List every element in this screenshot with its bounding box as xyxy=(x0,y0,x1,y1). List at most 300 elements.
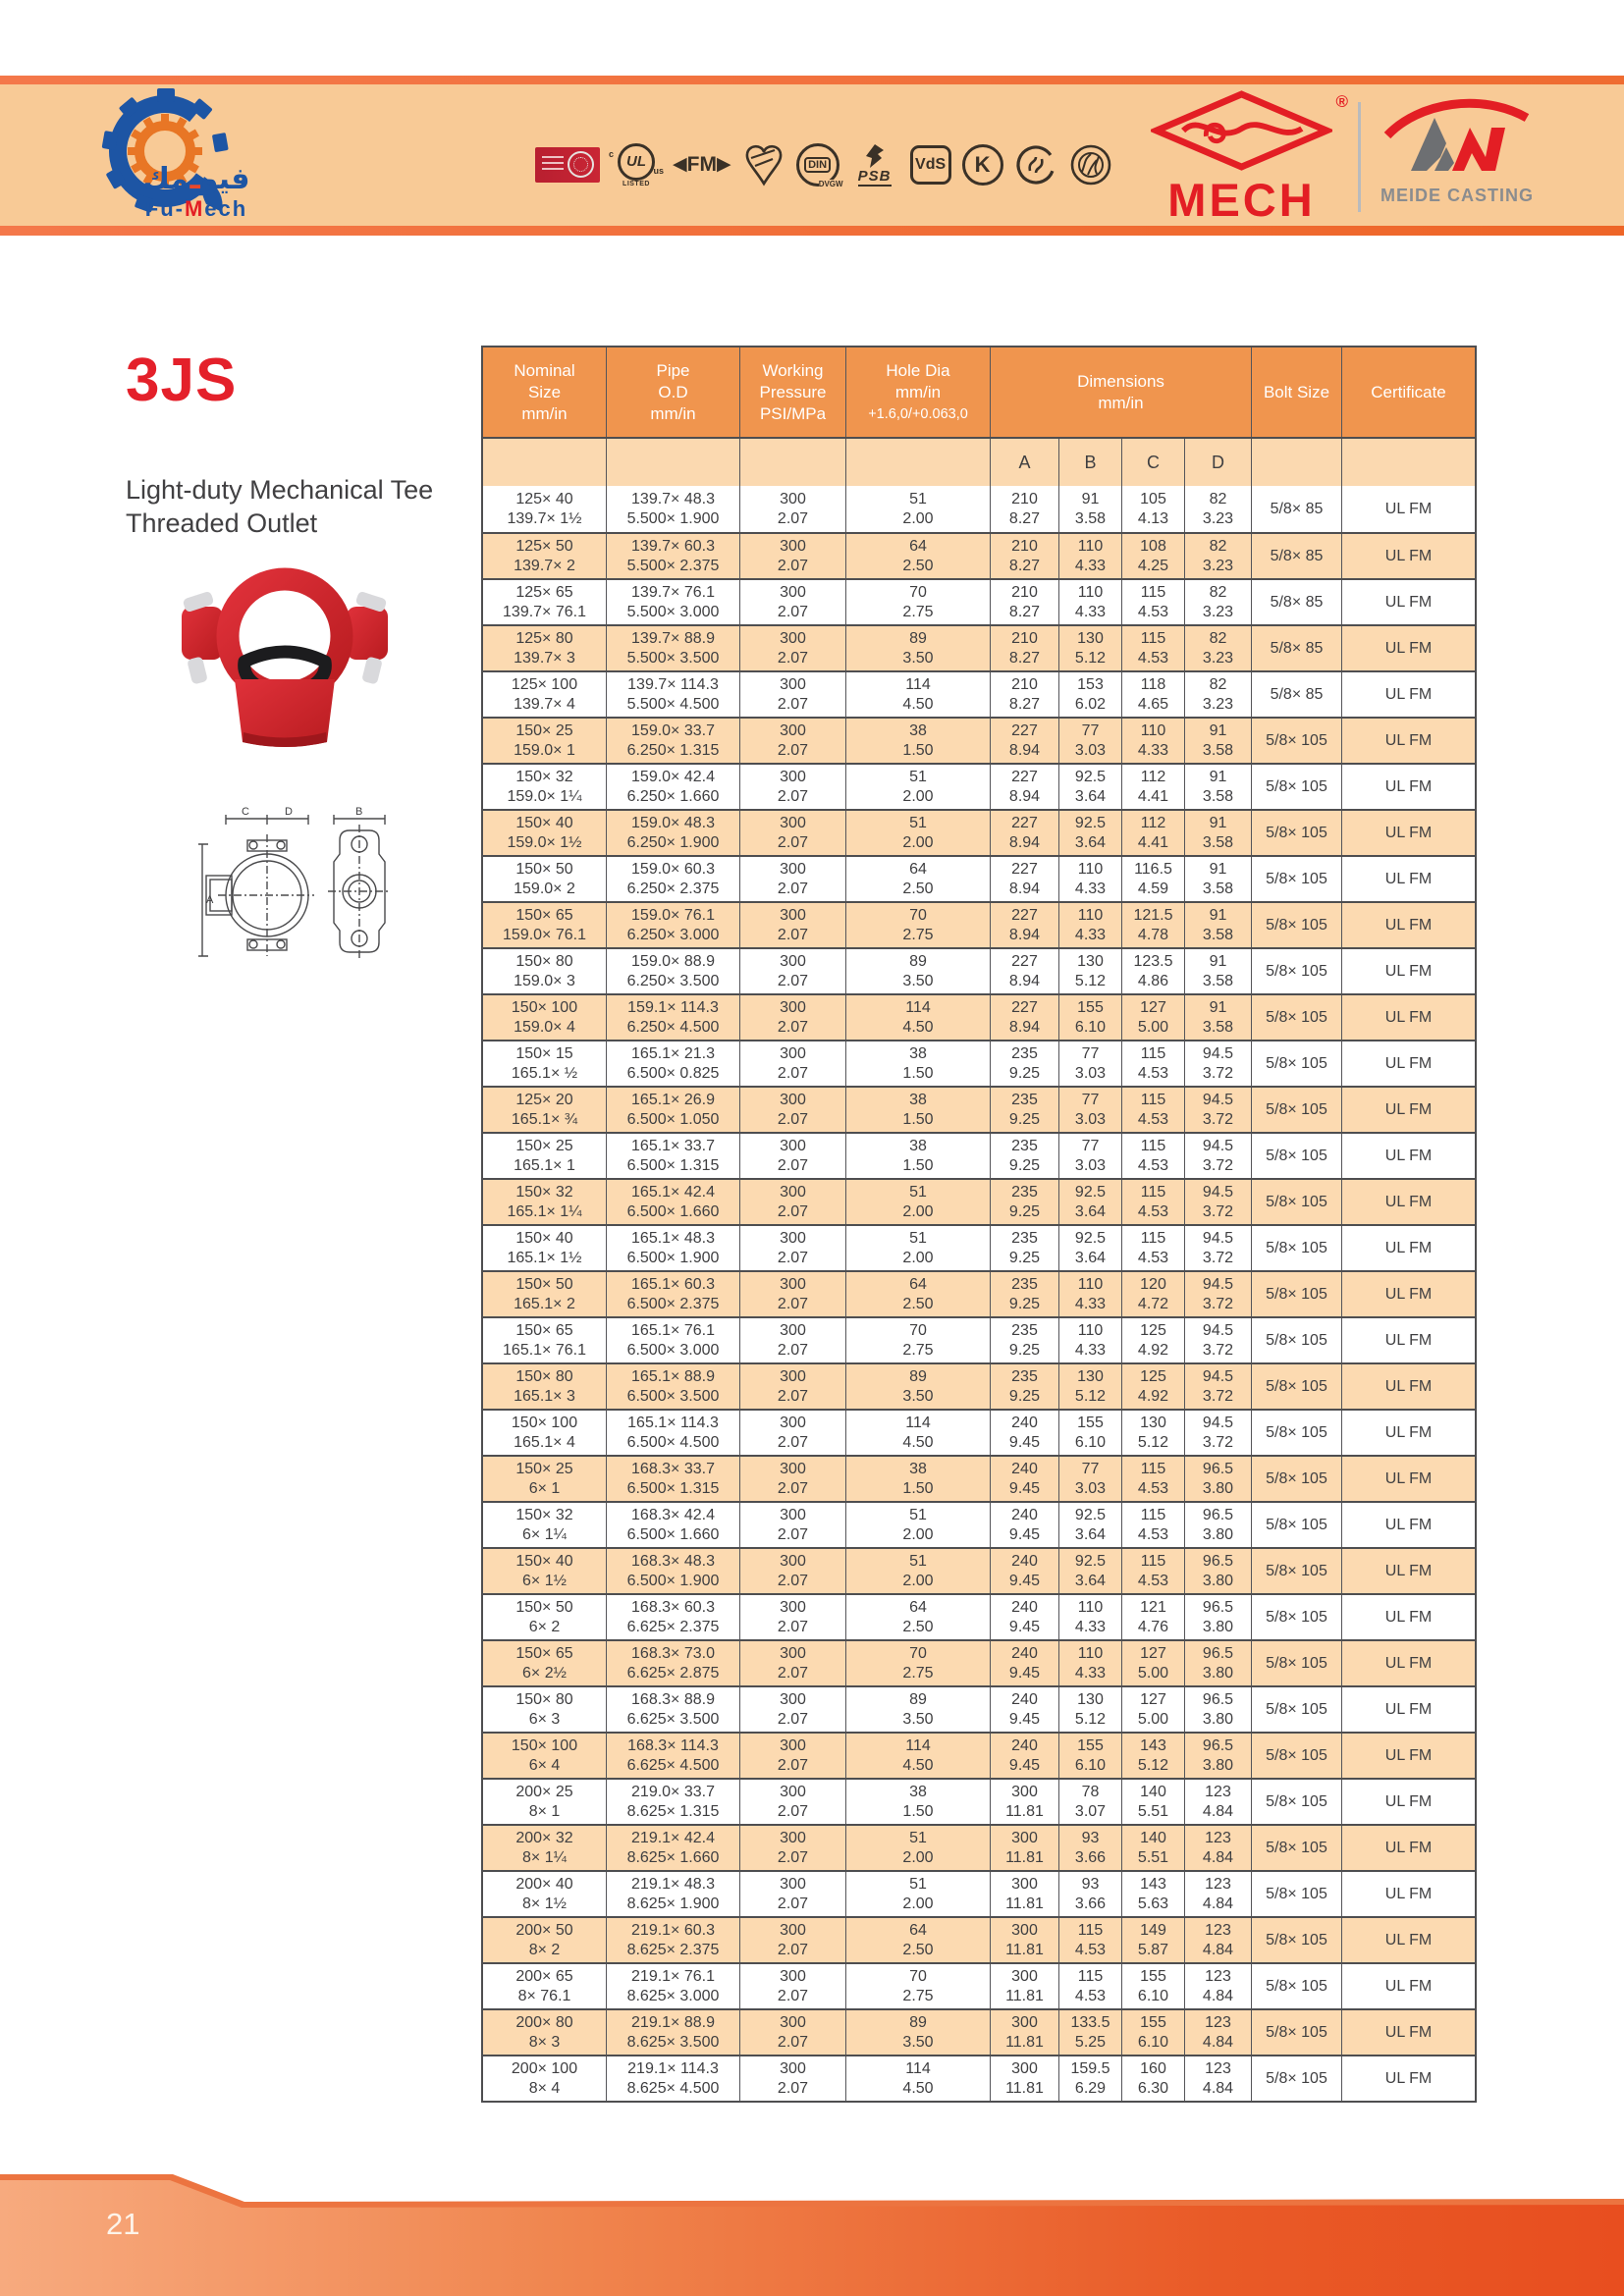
table-cell: 38 1.50 xyxy=(845,1457,990,1501)
table-cell: 133.5 5.25 xyxy=(1058,2010,1121,2055)
table-cell: 115 4.53 xyxy=(1121,1549,1184,1593)
table-cell: 125× 100 139.7× 4 xyxy=(511,675,578,713)
table-cell: 300 2.07 xyxy=(739,1595,845,1639)
table-cell: 160 6.30 xyxy=(1121,2056,1184,2101)
table-cell: 94.5 3.72 xyxy=(1184,1411,1251,1455)
table-cell: 110 4.33 xyxy=(1058,1272,1121,1316)
table-row xyxy=(483,763,1475,809)
mech-wordmark: MECH xyxy=(1167,174,1316,226)
table-cell: 165.1× 21.3 6.500× 0.825 xyxy=(606,1041,739,1086)
table-cell: 121.5 4.78 xyxy=(1121,903,1184,947)
table-cell: 300 2.07 xyxy=(739,1088,845,1132)
table-cell: 240 9.45 xyxy=(990,1411,1058,1455)
vds-icon: VdS xyxy=(910,145,951,185)
table-cell: 5/8× 105 xyxy=(1251,1134,1341,1178)
table-cell: 51 2.00 xyxy=(845,765,990,809)
table-cell: 150× 40 159.0× 1½ xyxy=(507,814,582,851)
col-header-nominal-size: Nominal Size mm/in xyxy=(514,360,575,423)
table-cell: 240 9.45 xyxy=(990,1687,1058,1732)
table-cell: 150× 32 159.0× 1¼ xyxy=(507,768,582,805)
footer-band xyxy=(0,2169,1624,2296)
table-cell: 150× 40 165.1× 1½ xyxy=(507,1229,582,1266)
table-cell: 227 8.94 xyxy=(990,811,1058,855)
table-cell: 125× 80 139.7× 3 xyxy=(514,629,575,667)
table-cell: 155 6.10 xyxy=(1121,2010,1184,2055)
table-cell: 168.3× 33.7 6.500× 1.315 xyxy=(606,1457,739,1501)
certification-logos xyxy=(535,135,1113,194)
table-cell: 165.1× 114.3 6.500× 4.500 xyxy=(606,1411,739,1455)
spec-table xyxy=(481,346,1477,2103)
subheader-a: A xyxy=(990,439,1058,486)
table-cell: 91 3.58 xyxy=(1184,995,1251,1040)
table-cell: 114 4.50 xyxy=(845,1411,990,1455)
table-row xyxy=(483,1086,1475,1132)
table-cell: 123 4.84 xyxy=(1184,1872,1251,1916)
table-cell: 300 2.07 xyxy=(739,2056,845,2101)
table-cell: 159.0× 42.4 6.250× 1.660 xyxy=(606,765,739,809)
table-cell: 300 2.07 xyxy=(739,1964,845,2008)
table-cell: 70 2.75 xyxy=(845,1318,990,1362)
fumech-wordmark xyxy=(98,165,295,222)
table-cell: 300 2.07 xyxy=(739,1226,845,1270)
table-cell: 300 2.07 xyxy=(739,765,845,809)
table-cell: 123 4.84 xyxy=(1184,1964,1251,2008)
table-cell: 240 9.45 xyxy=(990,1549,1058,1593)
table-cell: 77 3.03 xyxy=(1058,1134,1121,1178)
table-cell: 150× 32 6× 1¼ xyxy=(515,1506,573,1543)
table-cell: 235 9.25 xyxy=(990,1041,1058,1086)
table-cell: 150× 100 165.1× 4 xyxy=(511,1414,578,1451)
table-cell: 110 4.33 xyxy=(1058,1318,1121,1362)
table-cell: 5/8× 105 xyxy=(1251,1180,1341,1224)
table-cell: 300 2.07 xyxy=(739,1134,845,1178)
table-cell: 139.7× 48.3 5.500× 1.900 xyxy=(606,486,739,532)
table-cell: 165.1× 48.3 6.500× 1.900 xyxy=(606,1226,739,1270)
table-cell: 70 2.75 xyxy=(845,580,990,624)
table-row xyxy=(483,855,1475,901)
table-cell: UL FM xyxy=(1341,1872,1475,1916)
table-cell: 51 2.00 xyxy=(845,1826,990,1870)
table-cell: 227 8.94 xyxy=(990,765,1058,809)
table-cell: UL FM xyxy=(1341,1134,1475,1178)
table-cell: 235 9.25 xyxy=(990,1180,1058,1224)
table-cell: 94.5 3.72 xyxy=(1184,1318,1251,1362)
iso-badge-icon xyxy=(535,147,600,183)
table-cell: 64 2.50 xyxy=(845,1595,990,1639)
table-cell: 96.5 3.80 xyxy=(1184,1641,1251,1685)
table-cell: 5/8× 105 xyxy=(1251,1918,1341,1962)
table-cell: 150× 100 6× 4 xyxy=(511,1736,578,1774)
table-cell: 82 3.23 xyxy=(1184,672,1251,717)
table-cell: 51 2.00 xyxy=(845,1226,990,1270)
table-cell: 94.5 3.72 xyxy=(1184,1088,1251,1132)
table-cell: 159.0× 48.3 6.250× 1.900 xyxy=(606,811,739,855)
table-cell: 115 4.53 xyxy=(1121,1457,1184,1501)
table-cell: 200× 25 8× 1 xyxy=(515,1783,573,1820)
table-cell: 210 8.27 xyxy=(990,486,1058,532)
din-dvgw-icon: DIN DVGW xyxy=(796,143,839,187)
table-cell: 110 4.33 xyxy=(1121,719,1184,763)
table-cell: 77 3.03 xyxy=(1058,1088,1121,1132)
table-cell: 92.5 3.64 xyxy=(1058,1226,1121,1270)
table-cell: 240 9.45 xyxy=(990,1641,1058,1685)
table-cell: 227 8.94 xyxy=(990,857,1058,901)
table-cell: 123 4.84 xyxy=(1184,2056,1251,2101)
table-cell: 114 4.50 xyxy=(845,1734,990,1778)
table-cell: 235 9.25 xyxy=(990,1226,1058,1270)
table-row xyxy=(483,1224,1475,1270)
table-cell: 96.5 3.80 xyxy=(1184,1734,1251,1778)
table-row xyxy=(483,1962,1475,2008)
table-cell: 300 2.07 xyxy=(739,857,845,901)
table-cell: 165.1× 42.4 6.500× 1.660 xyxy=(606,1180,739,1224)
technical-drawing xyxy=(196,805,398,970)
table-row xyxy=(483,1547,1475,1593)
table-row xyxy=(483,1270,1475,1316)
table-cell: 300 2.07 xyxy=(739,486,845,532)
table-cell: UL FM xyxy=(1341,857,1475,901)
table-cell: UL FM xyxy=(1341,672,1475,717)
table-cell: 200× 32 8× 1¼ xyxy=(515,1829,573,1866)
table-row xyxy=(483,1040,1475,1086)
table-cell: 168.3× 48.3 6.500× 1.900 xyxy=(606,1549,739,1593)
table-cell: 89 3.50 xyxy=(845,1364,990,1409)
table-cell: 82 3.23 xyxy=(1184,626,1251,670)
fumech-latin-name: Fu-Mech xyxy=(144,196,248,221)
table-cell: 51 2.00 xyxy=(845,1503,990,1547)
subheader-d: D xyxy=(1184,439,1251,486)
table-cell: 300 2.07 xyxy=(739,1503,845,1547)
table-cell: 112 4.41 xyxy=(1121,811,1184,855)
table-cell: 300 11.81 xyxy=(990,1826,1058,1870)
table-cell: 130 5.12 xyxy=(1058,626,1121,670)
table-cell: 150× 50 159.0× 2 xyxy=(514,860,575,897)
table-cell: 165.1× 60.3 6.500× 2.375 xyxy=(606,1272,739,1316)
table-row xyxy=(483,717,1475,763)
table-cell: 240 9.45 xyxy=(990,1457,1058,1501)
table-cell: 210 8.27 xyxy=(990,672,1058,717)
table-cell: 94.5 3.72 xyxy=(1184,1134,1251,1178)
table-cell: 38 1.50 xyxy=(845,1780,990,1824)
table-cell: 94.5 3.72 xyxy=(1184,1272,1251,1316)
table-cell: 219.1× 114.3 8.625× 4.500 xyxy=(606,2056,739,2101)
table-cell: 125× 50 139.7× 2 xyxy=(514,537,575,574)
table-cell: 150× 80 159.0× 3 xyxy=(514,952,575,989)
table-cell: UL FM xyxy=(1341,995,1475,1040)
table-cell: 5/8× 105 xyxy=(1251,1687,1341,1732)
table-cell: 110 4.33 xyxy=(1058,1595,1121,1639)
table-cell: 300 2.07 xyxy=(739,534,845,578)
ks-mark-icon: K xyxy=(962,144,1003,186)
table-cell: UL FM xyxy=(1341,1964,1475,2008)
table-cell: 5/8× 105 xyxy=(1251,949,1341,993)
top-orange-stripe xyxy=(0,76,1624,84)
table-row xyxy=(483,1501,1475,1547)
table-cell: 5/8× 105 xyxy=(1251,1872,1341,1916)
table-cell: 150× 65 165.1× 76.1 xyxy=(503,1321,586,1359)
table-cell: 94.5 3.72 xyxy=(1184,1041,1251,1086)
table-cell: 130 5.12 xyxy=(1121,1411,1184,1455)
table-row xyxy=(483,1824,1475,1870)
table-row xyxy=(483,947,1475,993)
table-cell: 114 4.50 xyxy=(845,995,990,1040)
table-cell: 150× 25 159.0× 1 xyxy=(514,721,575,759)
table-cell: 64 2.50 xyxy=(845,857,990,901)
table-cell: 5/8× 105 xyxy=(1251,995,1341,1040)
table-cell: 219.0× 33.7 8.625× 1.315 xyxy=(606,1780,739,1824)
table-cell: 114 4.50 xyxy=(845,2056,990,2101)
table-cell: 70 2.75 xyxy=(845,1641,990,1685)
table-cell: 108 4.25 xyxy=(1121,534,1184,578)
logo-divider xyxy=(1358,102,1361,212)
table-cell: UL FM xyxy=(1341,1272,1475,1316)
table-cell: UL FM xyxy=(1341,1687,1475,1732)
table-cell: 240 9.45 xyxy=(990,1595,1058,1639)
table-cell: 125× 65 139.7× 76.1 xyxy=(503,583,586,620)
table-cell: 235 9.25 xyxy=(990,1088,1058,1132)
table-cell: 115 4.53 xyxy=(1121,1041,1184,1086)
table-cell: 51 2.00 xyxy=(845,1180,990,1224)
table-cell: 150× 65 159.0× 76.1 xyxy=(503,906,586,943)
table-cell: 5/8× 105 xyxy=(1251,1503,1341,1547)
table-cell: 115 4.53 xyxy=(1121,1134,1184,1178)
table-cell: UL FM xyxy=(1341,811,1475,855)
table-cell: 5/8× 105 xyxy=(1251,1226,1341,1270)
fm-approved-icon: ◀FM▶ xyxy=(673,153,731,176)
table-row xyxy=(483,1316,1475,1362)
table-cell: UL FM xyxy=(1341,626,1475,670)
table-cell: 150× 40 6× 1½ xyxy=(515,1552,573,1589)
table-cell: 91 3.58 xyxy=(1184,765,1251,809)
table-cell: 92.5 3.64 xyxy=(1058,1180,1121,1224)
table-cell: 300 11.81 xyxy=(990,2010,1058,2055)
table-cell: UL FM xyxy=(1341,949,1475,993)
table-cell: UL FM xyxy=(1341,1734,1475,1778)
table-cell: 155 6.10 xyxy=(1058,1411,1121,1455)
table-row xyxy=(483,578,1475,624)
col-header-pipe-od: Pipe O.D mm/in xyxy=(606,347,739,437)
dim-label-c: C xyxy=(242,806,249,818)
table-cell: 125× 20 165.1× ¾ xyxy=(511,1091,578,1128)
table-cell: 219.1× 48.3 8.625× 1.900 xyxy=(606,1872,739,1916)
table-cell: UL FM xyxy=(1341,1595,1475,1639)
table-cell: 115 4.53 xyxy=(1058,1964,1121,2008)
table-cell: 91 3.58 xyxy=(1184,719,1251,763)
meide-wordmark: MEIDE CASTING xyxy=(1380,186,1534,205)
table-cell: 150× 65 6× 2½ xyxy=(515,1644,573,1682)
table-cell: 300 2.07 xyxy=(739,1272,845,1316)
table-row xyxy=(483,1916,1475,1962)
table-cell: UL FM xyxy=(1341,1457,1475,1501)
table-cell: 300 11.81 xyxy=(990,1872,1058,1916)
table-cell: 149 5.87 xyxy=(1121,1918,1184,1962)
lpcb-heart-icon xyxy=(742,142,785,187)
table-cell: 89 3.50 xyxy=(845,949,990,993)
table-cell: UL FM xyxy=(1341,903,1475,947)
table-cell: 5/8× 85 xyxy=(1251,486,1341,532)
table-cell: 159.0× 88.9 6.250× 3.500 xyxy=(606,949,739,993)
ul-listed-icon: c us UL LISTED xyxy=(611,143,662,187)
product-title-line2: Threaded Outlet xyxy=(126,508,318,538)
table-cell: UL FM xyxy=(1341,1503,1475,1547)
table-cell: 94.5 3.72 xyxy=(1184,1364,1251,1409)
table-cell: 300 2.07 xyxy=(739,995,845,1040)
table-cell: 300 2.07 xyxy=(739,672,845,717)
table-cell: 96.5 3.80 xyxy=(1184,1687,1251,1732)
table-cell: 96.5 3.80 xyxy=(1184,1503,1251,1547)
table-cell: 300 11.81 xyxy=(990,1964,1058,2008)
table-cell: 82 3.23 xyxy=(1184,534,1251,578)
table-cell: 155 6.10 xyxy=(1121,1964,1184,2008)
table-cell: 5/8× 105 xyxy=(1251,1826,1341,1870)
table-cell: 219.1× 76.1 8.625× 3.000 xyxy=(606,1964,739,2008)
meide-logo xyxy=(1379,92,1536,206)
table-cell: 165.1× 88.9 6.500× 3.500 xyxy=(606,1364,739,1409)
table-cell: 168.3× 60.3 6.625× 2.375 xyxy=(606,1595,739,1639)
table-cell: 219.1× 60.3 8.625× 2.375 xyxy=(606,1918,739,1962)
dim-label-b: B xyxy=(355,806,363,818)
table-cell: 210 8.27 xyxy=(990,534,1058,578)
table-cell: 91 3.58 xyxy=(1184,949,1251,993)
table-cell: 300 2.07 xyxy=(739,1826,845,1870)
table-cell: 5/8× 105 xyxy=(1251,1964,1341,2008)
table-cell: UL FM xyxy=(1341,2056,1475,2101)
table-cell: 300 2.07 xyxy=(739,1180,845,1224)
table-cell: 168.3× 88.9 6.625× 3.500 xyxy=(606,1687,739,1732)
table-cell: 130 5.12 xyxy=(1058,1364,1121,1409)
table-cell: UL FM xyxy=(1341,1180,1475,1224)
table-cell: 115 4.53 xyxy=(1121,1180,1184,1224)
table-cell: 300 2.07 xyxy=(739,949,845,993)
table-cell: 115 4.53 xyxy=(1121,580,1184,624)
table-cell: 150× 15 165.1× ½ xyxy=(511,1044,578,1082)
table-cell: 123 4.84 xyxy=(1184,2010,1251,2055)
table-cell: 227 8.94 xyxy=(990,949,1058,993)
table-cell: 125 4.92 xyxy=(1121,1318,1184,1362)
table-cell: 115 4.53 xyxy=(1058,1918,1121,1962)
table-cell: 300 2.07 xyxy=(739,626,845,670)
table-cell: UL FM xyxy=(1341,719,1475,763)
table-cell: 125 4.92 xyxy=(1121,1364,1184,1409)
table-cell: 70 2.75 xyxy=(845,903,990,947)
table-cell: 143 5.63 xyxy=(1121,1872,1184,1916)
table-cell: 38 1.50 xyxy=(845,1041,990,1086)
table-subheader-row xyxy=(483,437,1475,486)
mech-diamond-icon xyxy=(1151,90,1332,171)
table-cell: 235 9.25 xyxy=(990,1134,1058,1178)
table-cell: 200× 80 8× 3 xyxy=(515,2013,573,2051)
table-cell: 139.7× 88.9 5.500× 3.500 xyxy=(606,626,739,670)
table-cell: 300 2.07 xyxy=(739,580,845,624)
table-cell: 115 4.53 xyxy=(1121,1088,1184,1132)
table-cell: 240 9.45 xyxy=(990,1503,1058,1547)
table-cell: 5/8× 105 xyxy=(1251,811,1341,855)
table-cell: 127 5.00 xyxy=(1121,1687,1184,1732)
table-cell: 300 2.07 xyxy=(739,1041,845,1086)
table-cell: UL FM xyxy=(1341,580,1475,624)
table-row xyxy=(483,1362,1475,1409)
product-code: 3JS xyxy=(126,347,238,414)
table-cell: UL FM xyxy=(1341,1641,1475,1685)
table-cell: 150× 80 6× 3 xyxy=(515,1690,573,1728)
table-row xyxy=(483,624,1475,670)
table-cell: 300 2.07 xyxy=(739,1734,845,1778)
table-cell: 115 4.53 xyxy=(1121,1503,1184,1547)
table-cell: 155 6.10 xyxy=(1058,995,1121,1040)
table-cell: 210 8.27 xyxy=(990,580,1058,624)
table-cell: 200× 100 8× 4 xyxy=(511,2059,578,2097)
table-cell: 5/8× 105 xyxy=(1251,2056,1341,2101)
table-cell: 140 5.51 xyxy=(1121,1826,1184,1870)
table-cell: 5/8× 105 xyxy=(1251,857,1341,901)
table-cell: 219.1× 88.9 8.625× 3.500 xyxy=(606,2010,739,2055)
table-cell: 110 4.33 xyxy=(1058,857,1121,901)
table-cell: 150× 100 159.0× 4 xyxy=(511,998,578,1036)
table-cell: 64 2.50 xyxy=(845,1918,990,1962)
table-cell: 159.0× 60.3 6.250× 2.375 xyxy=(606,857,739,901)
table-cell: 115 4.53 xyxy=(1121,1226,1184,1270)
table-cell: UL FM xyxy=(1341,2010,1475,2055)
table-cell: 127 5.00 xyxy=(1121,995,1184,1040)
table-cell: 227 8.94 xyxy=(990,903,1058,947)
table-cell: 64 2.50 xyxy=(845,534,990,578)
table-cell: 219.1× 42.4 8.625× 1.660 xyxy=(606,1826,739,1870)
table-row xyxy=(483,1685,1475,1732)
table-cell: 139.7× 114.3 5.500× 4.500 xyxy=(606,672,739,717)
table-cell: 78 3.07 xyxy=(1058,1780,1121,1824)
table-cell: 5/8× 105 xyxy=(1251,903,1341,947)
table-cell: 300 11.81 xyxy=(990,2056,1058,2101)
table-cell: 168.3× 73.0 6.625× 2.875 xyxy=(606,1641,739,1685)
ccc-mark-icon xyxy=(1068,142,1113,187)
dim-label-d: D xyxy=(285,806,293,818)
table-cell: 150× 80 165.1× 3 xyxy=(514,1367,575,1405)
table-cell: 118 4.65 xyxy=(1121,672,1184,717)
table-cell: UL FM xyxy=(1341,1549,1475,1593)
table-cell: 5/8× 105 xyxy=(1251,765,1341,809)
table-cell: 91 3.58 xyxy=(1184,903,1251,947)
table-cell: 5/8× 105 xyxy=(1251,1318,1341,1362)
table-cell: 51 2.00 xyxy=(845,811,990,855)
table-cell: 125× 40 139.7× 1½ xyxy=(507,490,582,527)
table-cell: 5/8× 105 xyxy=(1251,1272,1341,1316)
table-cell: 300 2.07 xyxy=(739,1918,845,1962)
table-cell: 51 2.00 xyxy=(845,486,990,532)
table-cell: 200× 40 8× 1½ xyxy=(515,1875,573,1912)
table-cell: 110 4.33 xyxy=(1058,1641,1121,1685)
col-header-dimensions: Dimensions mm/in xyxy=(990,347,1251,437)
table-cell: 139.7× 76.1 5.500× 3.000 xyxy=(606,580,739,624)
fumech-arabic-name: فيوـمك xyxy=(142,163,250,195)
table-cell: 130 5.12 xyxy=(1058,1687,1121,1732)
approval-swirl-icon xyxy=(1014,143,1057,187)
dim-label-a: A xyxy=(206,894,214,906)
table-cell: 300 2.07 xyxy=(739,1780,845,1824)
table-cell: 300 2.07 xyxy=(739,1318,845,1362)
table-cell: 51 2.00 xyxy=(845,1549,990,1593)
table-cell: 5/8× 85 xyxy=(1251,534,1341,578)
table-cell: 5/8× 105 xyxy=(1251,1595,1341,1639)
table-cell: 5/8× 105 xyxy=(1251,1041,1341,1086)
table-cell: 127 5.00 xyxy=(1121,1641,1184,1685)
table-cell: 91 3.58 xyxy=(1058,486,1121,532)
table-cell: 92.5 3.64 xyxy=(1058,811,1121,855)
table-row xyxy=(483,993,1475,1040)
table-cell: 155 6.10 xyxy=(1058,1734,1121,1778)
table-cell: 200× 50 8× 2 xyxy=(515,1921,573,1958)
table-cell: 300 2.07 xyxy=(739,1364,845,1409)
page-number: 21 xyxy=(106,2207,140,2241)
